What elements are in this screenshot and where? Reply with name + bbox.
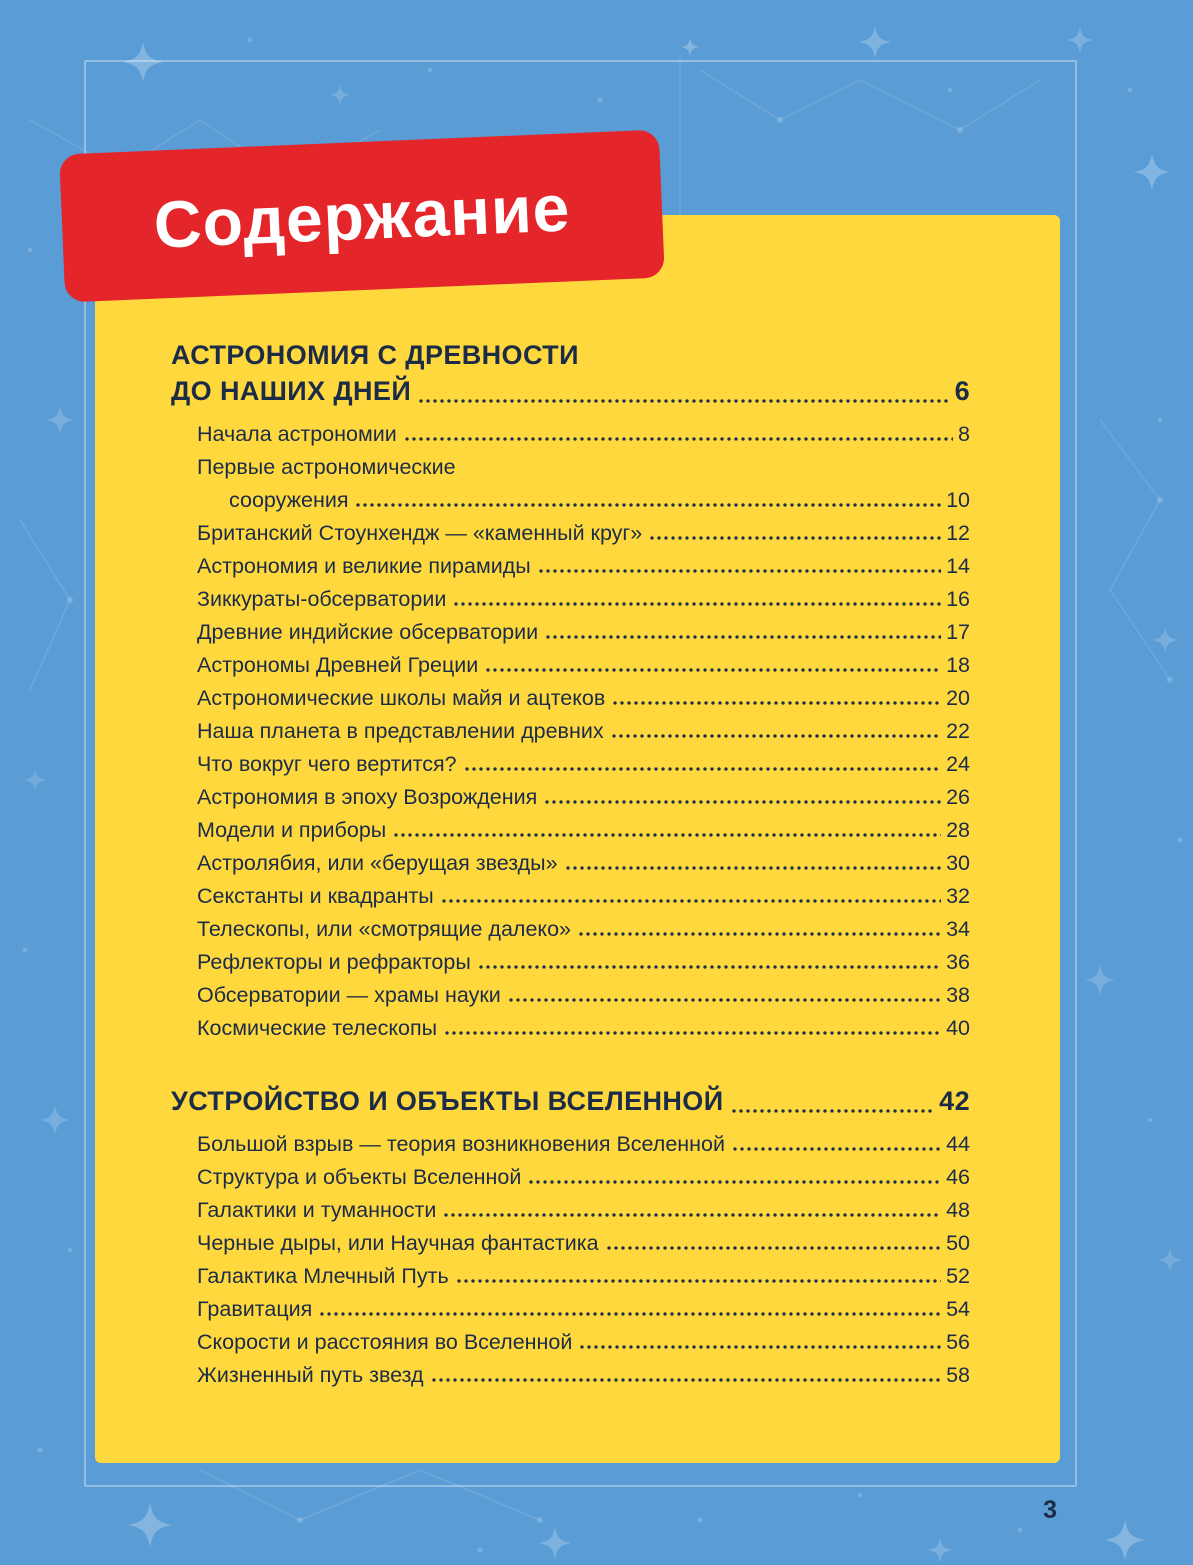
entry-page: 34: [946, 917, 970, 941]
section-1-page: 6: [954, 376, 970, 406]
toc-entry: [197, 555, 970, 577]
entry-title: Астрономия и великие пирамиды: [197, 554, 531, 578]
toc-entry: [197, 1364, 970, 1386]
section-heading-2: [171, 1083, 970, 1119]
entry-title: Космические телескопы: [197, 1016, 438, 1040]
entry-title: сооружения: [229, 488, 349, 512]
dotted-leader: [445, 1031, 941, 1035]
toc-entry: [197, 1331, 970, 1353]
entry-page: 58: [946, 1363, 970, 1387]
entry-page: 14: [946, 554, 970, 578]
entry-title: Большой взрыв — теория возникновения Вселенной: [197, 1132, 726, 1156]
dotted-leader: [419, 399, 949, 403]
entry-page: 18: [946, 653, 970, 677]
dotted-leader: [442, 899, 941, 903]
entry-page: 20: [946, 686, 970, 710]
contents-card: [95, 215, 1060, 1463]
entry-title: Начала астрономии: [197, 422, 397, 446]
entry-title: Астрономические школы майя и ацтеков: [197, 686, 606, 710]
entry-page: 16: [946, 587, 970, 611]
entry-page: 24: [946, 752, 970, 776]
toc-entry: [197, 621, 970, 643]
section-2-title: УСТРОЙСТВО И ОБЪЕКТЫ ВСЕЛЕННОЙ: [171, 1086, 724, 1116]
toc-entry: [197, 588, 970, 610]
entry-title: Британский Стоунхендж — «каменный круг»: [197, 521, 643, 545]
dotted-leader: [356, 503, 941, 507]
entry-title: Модели и приборы: [197, 818, 387, 842]
dotted-leader: [566, 866, 941, 870]
toc-entry: [197, 951, 970, 973]
page-number: 3: [1043, 1496, 1057, 1524]
entry-title: Гравитация: [197, 1297, 313, 1321]
dotted-leader: [432, 1378, 941, 1382]
entry-page: 30: [946, 851, 970, 875]
page-title: Содержание: [152, 170, 572, 262]
entry-page: 10: [946, 488, 970, 512]
entry-title: Астрономия в эпоху Возрождения: [197, 785, 538, 809]
entry-page: 28: [946, 818, 970, 842]
toc-entry: [197, 687, 970, 709]
entry-page: 38: [946, 983, 970, 1007]
toc-entry: [197, 1166, 970, 1188]
entry-title: Рефлекторы и рефракторы: [197, 950, 471, 974]
toc-entry: [197, 918, 970, 940]
entry-page: 8: [958, 422, 970, 446]
entry-page: 54: [946, 1297, 970, 1321]
entry-title: Первые астрономические: [197, 455, 456, 479]
toc-entry: [197, 1232, 970, 1254]
entry-title: Скорости и расстояния во Вселенной: [197, 1330, 573, 1354]
toc-entry-wrapped-line-1: [197, 456, 970, 478]
dotted-leader: [732, 1109, 935, 1113]
entry-title: Структура и объекты Вселенной: [197, 1165, 522, 1189]
dotted-leader: [486, 668, 941, 672]
toc-entry: [197, 819, 970, 841]
toc-entry: [197, 654, 970, 676]
section-1-title-line-1: АСТРОНОМИЯ С ДРЕВНОСТИ: [171, 340, 579, 370]
entry-title: Астрономы Древней Греции: [197, 653, 479, 677]
entry-page: 50: [946, 1231, 970, 1255]
toc-entry: [197, 984, 970, 1006]
toc-entry: [197, 423, 970, 445]
dotted-leader: [580, 1345, 941, 1349]
section-heading-1: [171, 337, 970, 409]
entry-title: Что вокруг чего вертится?: [197, 752, 457, 776]
section-1-entries: [197, 423, 970, 1039]
entry-title: Зиккураты-обсерватории: [197, 587, 447, 611]
section-2-entries: [197, 1133, 970, 1386]
contents-title-badge: [59, 130, 665, 303]
section-2-title-row: [171, 1083, 970, 1119]
entry-page: 44: [946, 1132, 970, 1156]
section-1-title-line-2-row: [171, 373, 970, 409]
dotted-leader: [607, 1246, 942, 1250]
toc-entry: [197, 885, 970, 907]
dotted-leader: [612, 734, 941, 738]
toc-entry: [197, 1133, 970, 1155]
toc-entry: [197, 852, 970, 874]
entry-page: 26: [946, 785, 970, 809]
toc-entry-wrapped-line-2: [197, 489, 970, 511]
entry-title: Астролябия, или «берущая звезды»: [197, 851, 558, 875]
dotted-leader: [546, 635, 941, 639]
entry-title: Обсерватории — храмы науки: [197, 983, 501, 1007]
dotted-leader: [479, 965, 941, 969]
section-1-title-line-2: ДО НАШИХ ДНЕЙ: [171, 376, 412, 406]
entry-page: 40: [946, 1016, 970, 1040]
entry-title: Телескопы, или «смотрящие далеко»: [197, 917, 571, 941]
dotted-leader: [444, 1213, 941, 1217]
dotted-leader: [394, 833, 941, 837]
dotted-leader: [405, 437, 953, 441]
toc-entry: [197, 1298, 970, 1320]
entry-page: 17: [946, 620, 970, 644]
entry-title: Черные дыры, или Научная фантастика: [197, 1231, 599, 1255]
toc-entry: [197, 786, 970, 808]
toc-entry: [197, 1017, 970, 1039]
dotted-leader: [529, 1180, 941, 1184]
dotted-leader: [457, 1279, 941, 1283]
entry-page: 52: [946, 1264, 970, 1288]
dotted-leader: [539, 569, 941, 573]
dotted-leader: [650, 536, 941, 540]
entry-title: Древние индийские обсерватории: [197, 620, 539, 644]
entry-title: Наша планета в представлении древних: [197, 719, 604, 743]
toc-entry: [197, 720, 970, 742]
entry-page: 56: [946, 1330, 970, 1354]
toc-entry: [197, 753, 970, 775]
dotted-leader: [454, 602, 941, 606]
entry-page: 12: [946, 521, 970, 545]
entry-page: 48: [946, 1198, 970, 1222]
dotted-leader: [509, 998, 941, 1002]
dotted-leader: [465, 767, 941, 771]
toc-entry: [197, 1199, 970, 1221]
entry-page: 32: [946, 884, 970, 908]
dotted-leader: [613, 701, 941, 705]
entry-page: 22: [946, 719, 970, 743]
dotted-leader: [320, 1312, 941, 1316]
dotted-leader: [545, 800, 941, 804]
dotted-leader: [733, 1147, 941, 1151]
entry-title: Галактики и туманности: [197, 1198, 437, 1222]
entry-title: Секстанты и квадранты: [197, 884, 434, 908]
entry-title: Галактика Млечный Путь: [197, 1264, 449, 1288]
entry-title: Жизненный путь звезд: [197, 1363, 424, 1387]
dotted-leader: [579, 932, 941, 936]
entry-page: 46: [946, 1165, 970, 1189]
section-2-page: 42: [939, 1086, 970, 1116]
entry-page: 36: [946, 950, 970, 974]
toc-entry: [197, 1265, 970, 1287]
toc-entry: [197, 522, 970, 544]
